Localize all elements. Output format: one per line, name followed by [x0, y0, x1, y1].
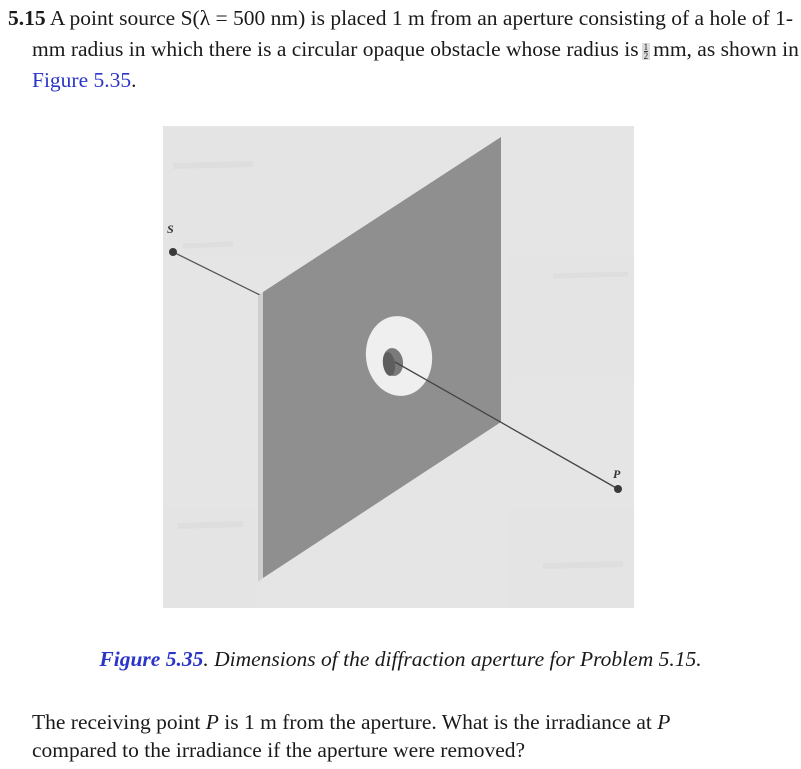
- question-text: [32, 708, 792, 764]
- fraction-denominator: 2: [643, 50, 649, 61]
- fraction-half: [642, 43, 651, 60]
- aperture-diagram: [163, 126, 634, 608]
- figure-reference-link[interactable]: Figure 5.35: [32, 68, 132, 92]
- question-part-3: compared to the irradiance if the aperture were removed?: [32, 738, 526, 762]
- problem-text: A point source S(λ = 500 nm) is placed 1 m from an aperture consisting of a hole of 1-mm radius in which there is a circular opaque obstacle whose radius is: [32, 6, 794, 61]
- aperture-figure: [163, 126, 634, 608]
- problem-end-punct: .: [131, 68, 137, 92]
- fraction-numerator: 1: [643, 41, 649, 52]
- screen-edge: [258, 292, 263, 582]
- label-p: P: [613, 467, 621, 481]
- question-part-2: is 1 m from the aperture. What is the irradiance at: [224, 710, 652, 734]
- caption-text: . Dimensions of the diffraction aperture for Problem 5.15.: [203, 647, 702, 671]
- question-var-p: P: [205, 710, 219, 734]
- problem-number: 5.15: [8, 6, 46, 30]
- question-var-p-2: P: [657, 710, 671, 734]
- figure-caption: [0, 644, 801, 675]
- problem-text-end: mm, as shown in: [653, 37, 799, 61]
- question-part-1: The receiving point: [32, 710, 201, 734]
- problem-statement: [8, 3, 801, 96]
- receiving-point-p: [614, 485, 622, 493]
- source-point-s: [169, 248, 177, 256]
- caption-figure-label: Figure 5.35: [99, 647, 204, 671]
- label-s: S: [167, 222, 174, 236]
